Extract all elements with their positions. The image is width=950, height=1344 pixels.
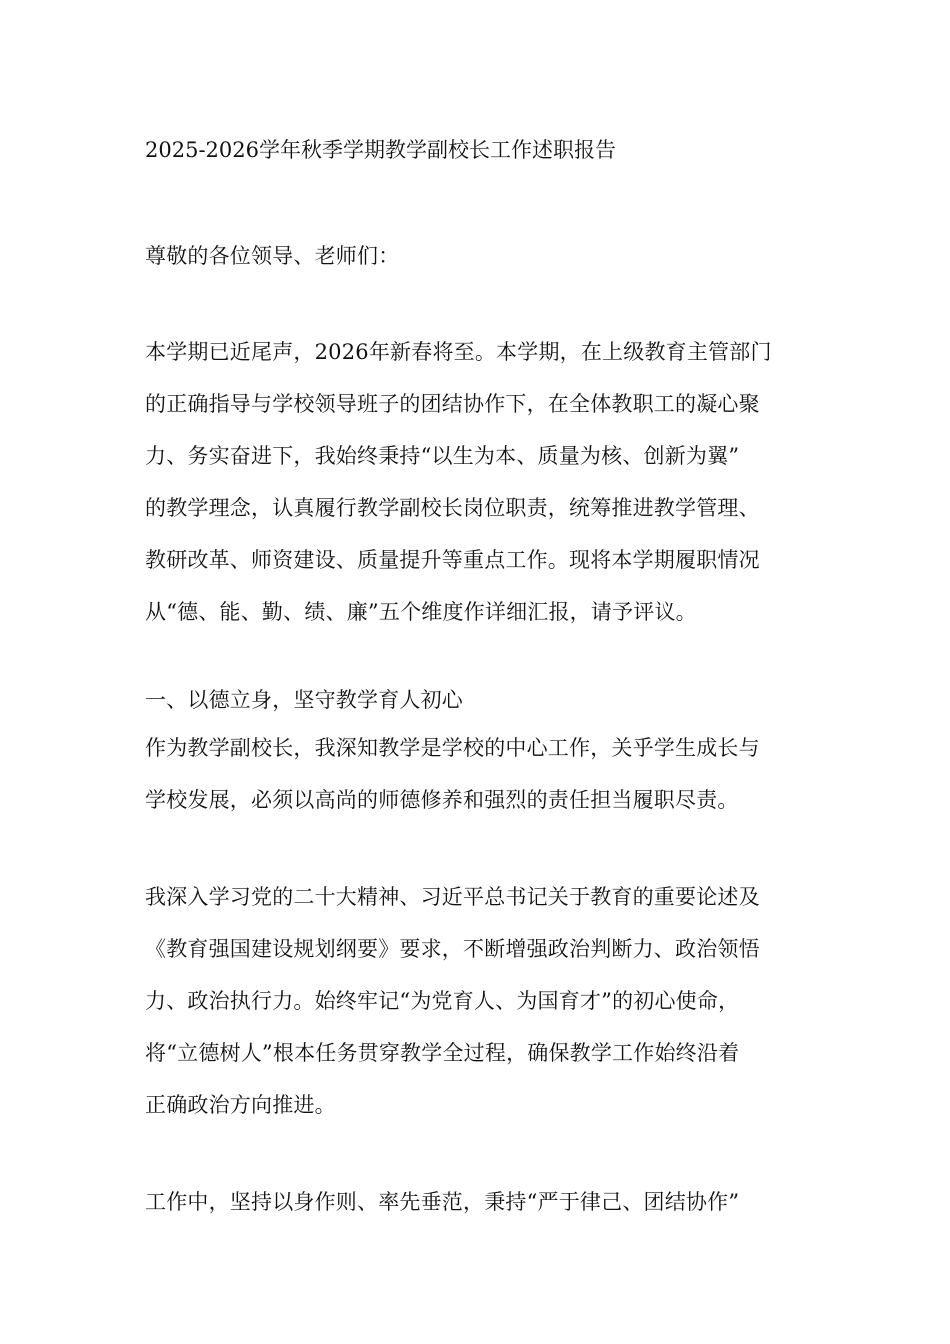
section-heading: 一、以德立身，坚守教学育人初心: [145, 688, 463, 712]
paragraph-line: 教研改革、师资建设、质量提升等重点工作。现将本学期履职情况: [145, 548, 760, 572]
paragraph-line: 学校发展，必须以高尚的师德修养和强烈的责任担当履职尽责。: [145, 788, 739, 812]
paragraph-line: 的教学理念，认真履行教学副校长岗位职责，统筹推进教学管理、: [145, 496, 760, 520]
paragraph-line: 将“立德树人”根本任务贯穿教学全过程，确保教学工作始终沿着: [145, 1041, 740, 1065]
paragraph-line: 从“德、能、勤、绩、廉”五个维度作详细汇报，请予评议。: [145, 600, 697, 624]
paragraph-line: 工作中，坚持以身作则、率先垂范，秉持“严于律己、团结协作”: [145, 1190, 740, 1214]
paragraph-line: 我深入学习党的二十大精神、习近平总书记关于教育的重要论述及: [145, 885, 760, 909]
paragraph-work: [145, 1176, 815, 1228]
paragraph-intro: [145, 326, 815, 638]
paragraph-line: 正确政治方向推进。: [145, 1093, 336, 1117]
paragraph-line: 《教育强国建设规划纲要》要求，不断增强政治判断力、政治领悟: [145, 937, 760, 961]
paragraph-study: [145, 871, 815, 1131]
document-title: 2025-2026学年秋季学期教学副校长工作述职报告: [145, 138, 616, 162]
paragraph-line: 力、务实奋进下，我始终秉持“以生为本、质量为核、创新为翼”: [145, 444, 740, 468]
paragraph-line: 本学期已近尾声，2026年新春将至。本学期，在上级教育主管部门: [145, 340, 772, 364]
paragraph-line: 作为教学副校长，我深知教学是学校的中心工作，关乎学生成长与: [145, 736, 760, 760]
salutation: 尊敬的各位领导、老师们：: [145, 244, 400, 268]
paragraph-line: 的正确指导与学校领导班子的团结协作下，在全体教职工的凝心聚: [145, 392, 760, 416]
paragraph-line: 力、政治执行力。始终牢记“为党育人、为国育才”的初心使命，: [145, 989, 740, 1013]
paragraph-role: [145, 722, 815, 826]
